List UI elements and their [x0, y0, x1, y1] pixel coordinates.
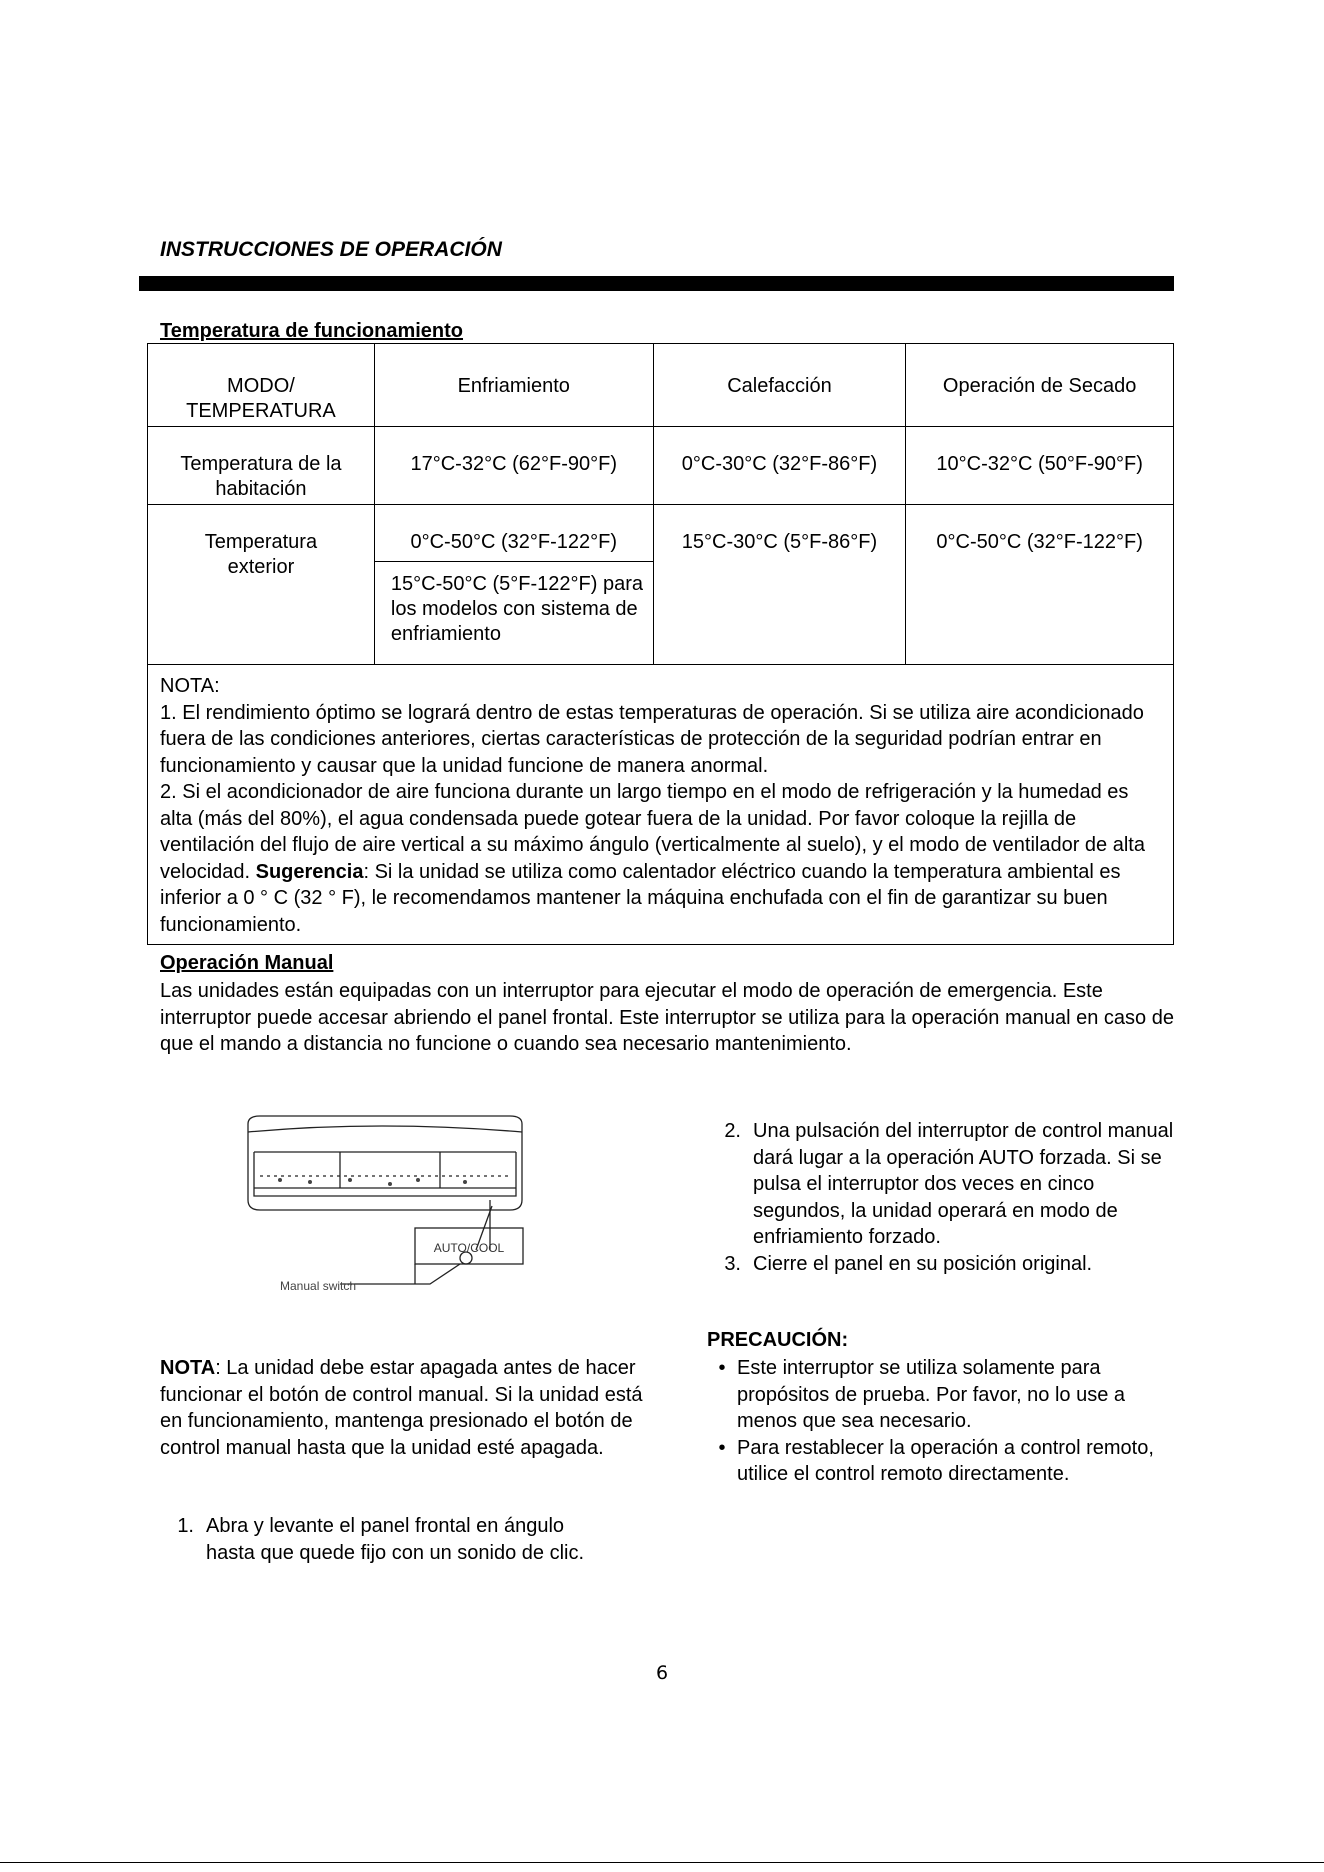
manual-note [160, 1355, 650, 1461]
precaution-heading: PRECAUCIÓN: [707, 1329, 849, 1351]
steps-left [160, 1513, 600, 1566]
step-number: 1. [177, 1515, 194, 1537]
step-item [707, 1118, 1187, 1251]
step-item [160, 1513, 600, 1566]
cell-cooling: 17°C-32°C (62°F-90°F) [374, 427, 653, 505]
title-bar [139, 276, 1174, 291]
page-number: 6 [655, 1662, 669, 1684]
temperature-heading: Temperatura de funcionamiento [160, 320, 464, 342]
precaution-text: Este interruptor se utiliza solamente para propósitos de prueba. Por favor, no lo use a menos que sea necesario. [737, 1357, 1126, 1432]
cell-heating: 15°C-30°C (5°F-86°F) [653, 505, 906, 665]
cell-drying: 0°C-50°C (32°F-122°F) [906, 505, 1174, 665]
note-suggestion-label: Sugerencia [255, 860, 364, 883]
auto-cool-label: AUTO/COOL [433, 1241, 505, 1255]
step-number: 2. [724, 1120, 741, 1142]
precaution-text: Para restablecer la operación a control remoto, utilice el control remoto directamente. [737, 1436, 1154, 1485]
bullet-icon: • [718, 1436, 726, 1459]
step-item [707, 1251, 1187, 1278]
precaution-list [707, 1355, 1187, 1488]
steps-right [707, 1118, 1187, 1277]
bottom-rule [0, 1862, 1324, 1863]
cell-heating: 0°C-30°C (32°F-86°F) [653, 427, 906, 505]
manual-note-label: NOTA [160, 1357, 216, 1379]
header-cell-mode: MODO/ TEMPERATURA [148, 344, 375, 427]
unit-figure [240, 1110, 530, 1300]
header-cell-cooling: Enfriamiento [374, 344, 653, 427]
manual-note-text: : La unidad debe estar apagada antes de hacer funcionar el botón de control manual. Si la unidad está en funcionamiento, mantenga presionado el botón de control manual hasta que la unidad esté apagada. [160, 1357, 643, 1459]
row-label: Temperatura exterior [148, 505, 375, 665]
manual-heading: Operación Manual [160, 952, 334, 974]
temperature-table [147, 343, 1174, 945]
precaution-item [707, 1355, 1187, 1435]
table-row [148, 505, 1174, 665]
cell-drying: 10°C-32°C (50°F-90°F) [906, 427, 1174, 505]
note-item-2 [160, 779, 1161, 938]
bullet-icon: • [718, 1357, 726, 1379]
row-label: Temperatura de la habitación [148, 427, 375, 505]
cell-cooling [374, 505, 653, 665]
note-cell [148, 665, 1174, 945]
manual-intro: Las unidades están equipadas con un interruptor para ejecutar el modo de operación de emergencia. Este interruptor puede accesar abriendo el panel frontal. Este interruptor se utiliza para la operación manual en caso de que el mando a distancia no funcione o cuando sea necesario mantenimiento. [160, 980, 1174, 1055]
cell-cooling-alt: 15°C-50°C (5°F-122°F) para los modelos con sistema de enfriamiento [390, 573, 643, 645]
table-header-row [148, 344, 1174, 427]
precaution-item [707, 1435, 1187, 1488]
header-cell-drying: Operación de Secado [906, 344, 1174, 427]
header-cell-heating: Calefacción [653, 344, 906, 427]
note-row [148, 665, 1174, 945]
cell-cooling-value: 0°C-50°C (32°F-122°F) [375, 530, 653, 562]
step-number: 3. [724, 1252, 741, 1275]
step-text: Una pulsación del interruptor de control manual dará lugar a la operación AUTO forzada. Si se pulsa el interruptor dos veces en cinco segundos, la unidad operará en modo de enfriamiento forzado. [753, 1120, 1174, 1248]
table-row [148, 427, 1174, 505]
note-label: NOTA: [160, 675, 220, 697]
note-item-2-suggestion: : Si la unidad se utiliza como calentador eléctrico cuando la temperatura ambiental es inferior a 0 ° C (32 ° F), le recomendamos mantener la máquina enchufada con el fin de garantizar su buen funcionamiento. [160, 860, 1121, 936]
section-title: INSTRUCCIONES DE OPERACIÓN [160, 238, 502, 261]
air-conditioner-illustration [240, 1110, 530, 1300]
note-item-1: 1. El rendimiento óptimo se logrará dentro de estas temperaturas de operación. Si se utiliza aire acondicionado fuera de las condiciones anteriores, ciertas características de protección de la seguridad podrían entrar en funcionamiento y causar que la unidad funcione de manera anormal. [160, 701, 1144, 777]
note-item-2-text: 2. Si el acondicionador de aire funciona durante un largo tiempo en el modo de refrigeración y la humedad es alta (más del 80%), el agua condensada puede gotear fuera de la unidad. Por favor coloque la rejilla de ventilación del flujo de aire vertical a su máximo ángulo (verticalmente al suelo), y el modo de ventilador de alta velocidad. [160, 781, 1145, 883]
step-text: Abra y levante el panel frontal en ángulo hasta que quede fijo con un sonido de clic. [206, 1515, 585, 1564]
step-text: Cierre el panel en su posición original. [753, 1252, 1093, 1275]
manual-switch-caption: Manual switch [280, 1279, 357, 1293]
